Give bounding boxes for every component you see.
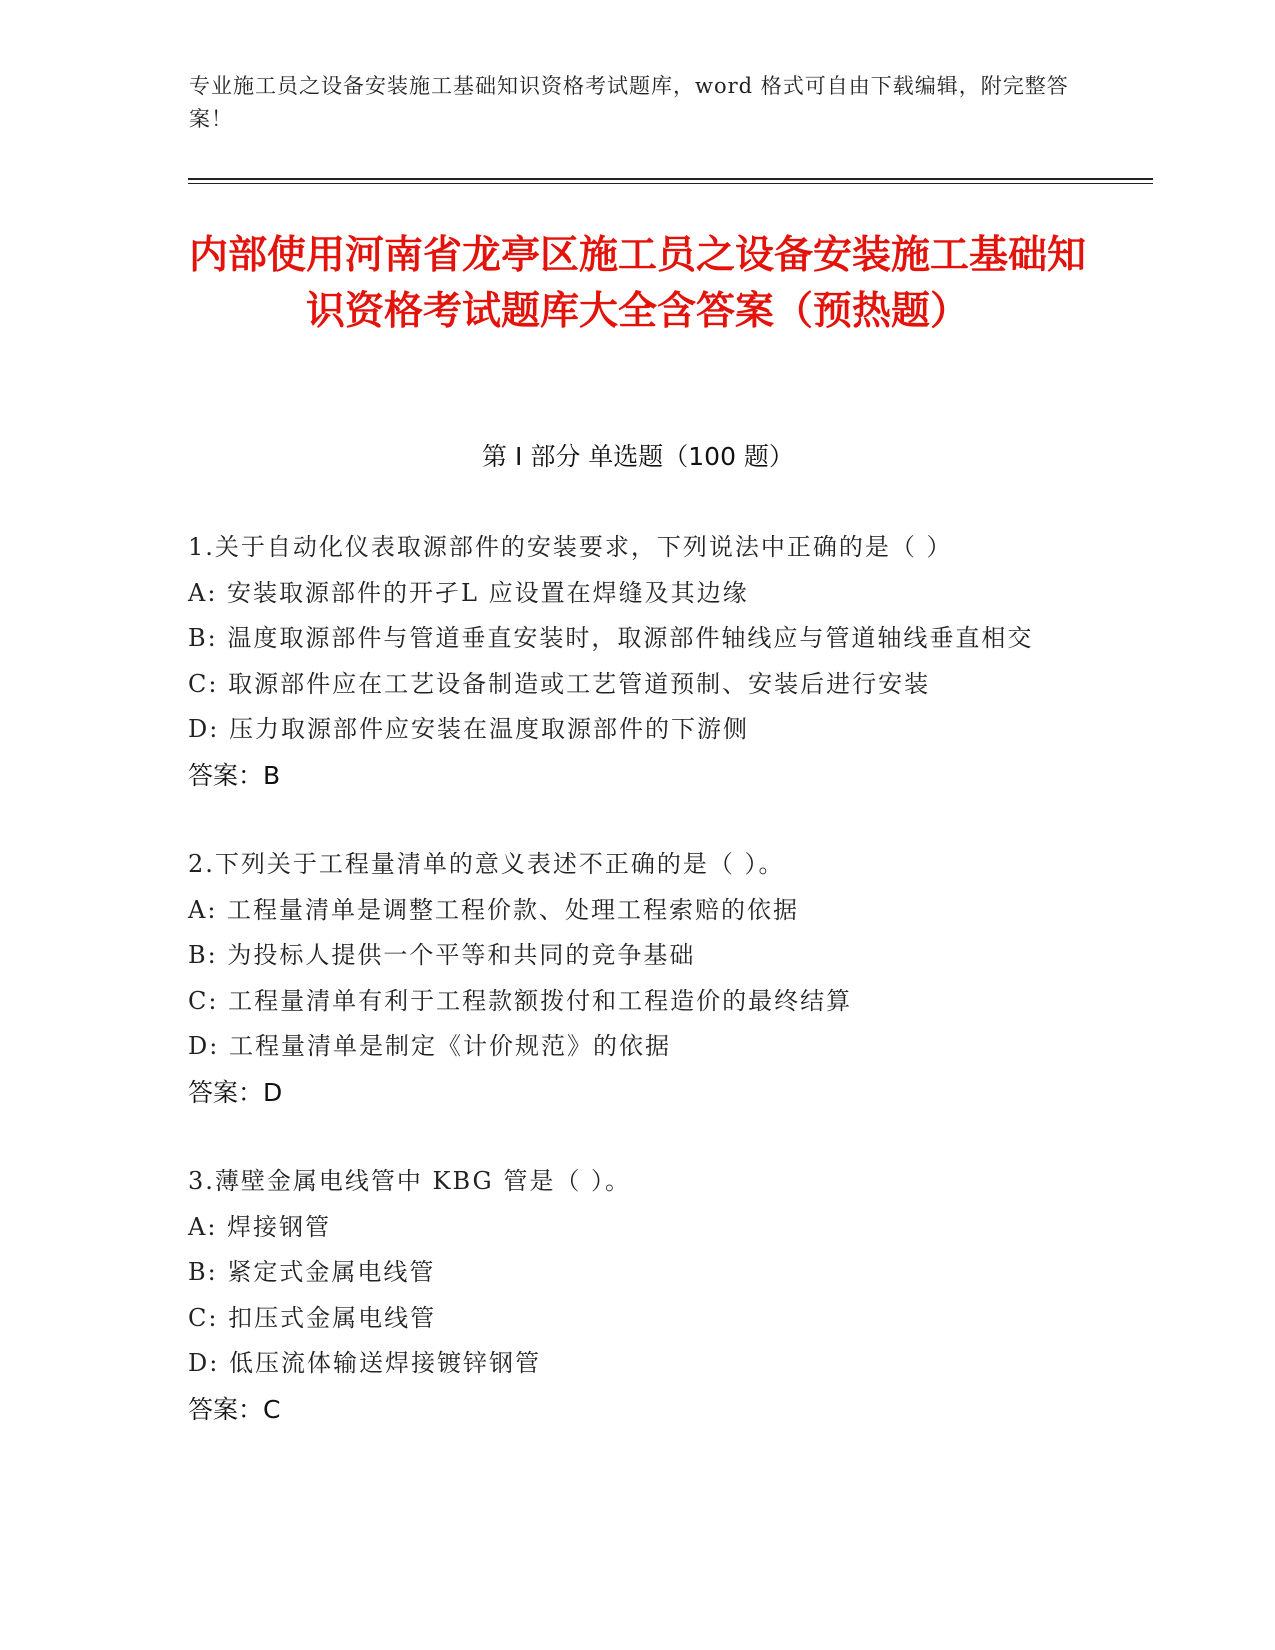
option-b: B: 温度取源部件与管道垂直安装时，取源部件轴线应与管道轴线垂直相交	[188, 624, 1034, 652]
option-b: B: 紧定式金属电线管	[188, 1258, 436, 1286]
question-stem: 1.关于自动化仪表取源部件的安装要求，下列说法中正确的是（ ）	[188, 533, 953, 561]
document-title: 内部使用河南省龙亭区施工员之设备安装施工基础知识资格考试题库大全含答案（预热题）	[188, 233, 1086, 334]
option-b: B: 为投标人提供一个平等和共同的竞争基础	[188, 941, 696, 969]
answer-label: 答案：C	[188, 1394, 281, 1424]
header-note: 专业施工员之设备安装施工基础知识资格考试题库，word 格式可自由下载编辑，附完整答案！	[189, 74, 1069, 131]
header-divider-thin	[188, 183, 1153, 184]
option-c: C: 扣压式金属电线管	[188, 1303, 437, 1332]
option-a: A: 焊接钢管	[188, 1212, 332, 1241]
option-c: C: 工程量清单有利于工程款额拨付和工程造价的最终结算	[188, 986, 853, 1015]
answer-label: 答案：D	[188, 1077, 283, 1107]
option-d: D: 工程量清单是制定《计价规范》的依据	[188, 1032, 671, 1060]
question-3	[188, 1159, 1078, 1432]
option-d: D: 压力取源部件应安装在温度取源部件的下游侧	[188, 715, 749, 743]
question-1	[188, 525, 1078, 798]
option-c: C: 取源部件应在工艺设备制造或工艺管道预制、安装后进行安装	[188, 669, 931, 698]
section-title: 第 I 部分 单选题（100 题）	[482, 442, 794, 471]
option-a: A: 工程量清单是调整工程价款、处理工程索赔的依据	[188, 895, 800, 924]
option-a: A: 安装取源部件的开孑L 应设置在焊缝及其边缘	[188, 578, 749, 607]
question-2	[188, 842, 1078, 1115]
option-d: D: 低压流体输送焊接镀锌钢管	[188, 1349, 541, 1377]
question-stem: 3.薄壁金属电线管中 KBG 管是（ ）。	[188, 1167, 631, 1195]
answer-label: 答案：B	[188, 760, 281, 790]
header-divider-thick	[188, 178, 1153, 180]
question-stem: 2.下列关于工程量清单的意义表述不正确的是（ ）。	[188, 850, 785, 878]
question-list	[188, 525, 1078, 1476]
